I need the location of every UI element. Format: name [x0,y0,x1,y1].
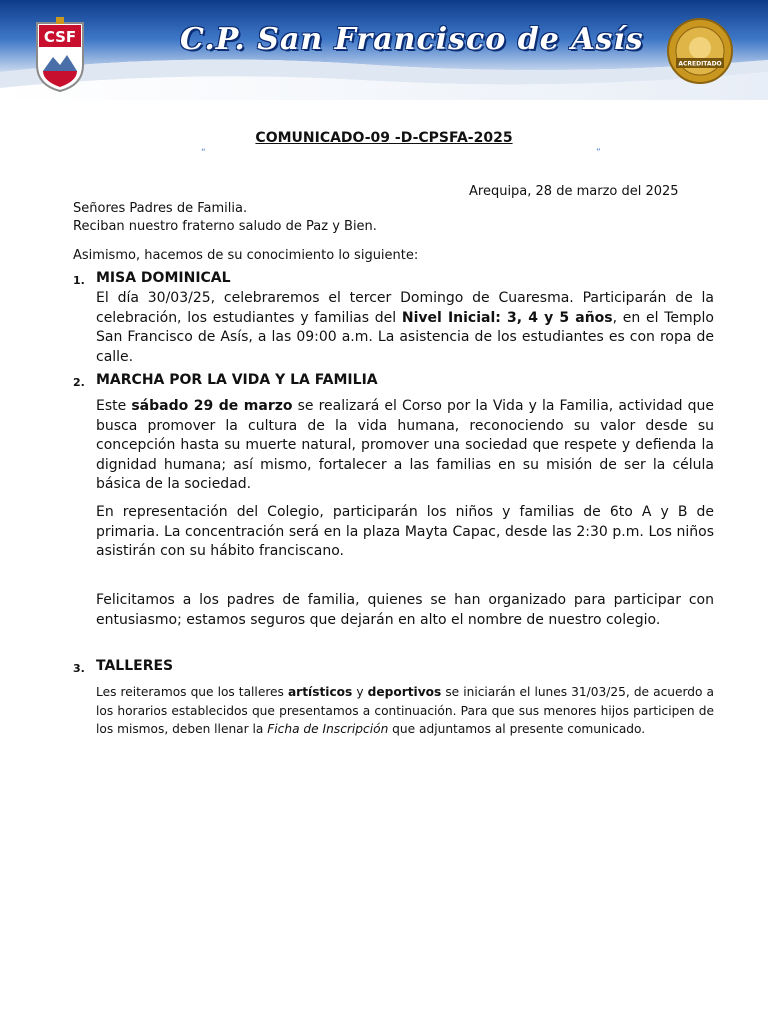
header-banner [0,0,768,100]
item-2-number: 2. [73,376,85,389]
greeting: Reciban nuestro fraterno saludo de Paz y Bien. [73,219,377,234]
seal-text: ACREDITADO [678,60,722,68]
school-name: C.P. San Francisco de Asís [180,22,644,57]
item-2-heading: MARCHA POR LA VIDA Y LA FAMILIA [96,372,378,388]
item-1-heading: MISA DOMINICAL [96,270,231,286]
open-quote-mark: “ [201,148,206,158]
crest-letters: CSF [43,28,77,46]
item-1-paragraph: El día 30/03/25, celebraremos el tercer Domingo de Cuaresma. Participarán de la celebración, los estudiantes y familias del Nivel Inicial: 3, 4 y 5 años, en el Templo San Francisco de Asís, a las 09:00 a.m. La asistencia de los estudiantes es con ropa de calle. [96,290,714,365]
document-date: Arequipa, 28 de marzo del 2025 [469,184,679,199]
item-2-paragraph-2: En representación del Colegio, participarán los niños y familias de 6to A y B de primaria. La concentración será en la plaza Mayta Capac, desde las 2:30 p.m. Los niños asistirán con su hábito franciscano. [96,504,714,559]
item-3-number: 3. [73,662,85,675]
salutation: Señores Padres de Familia. [73,201,248,216]
intro-text: Asimismo, hacemos de su conocimiento lo siguiente: [73,248,419,263]
item-2-paragraph-3: Felicitamos a los padres de familia, quienes se han organizado para participar con entusiasmo; estamos seguros que dejarán en alto el nombre de nuestro colegio. [96,592,714,628]
document-title: COMUNICADO-09 -D-CPSFA-2025 [255,130,513,146]
item-3-paragraph: Les reiteramos que los talleres artísticos y deportivos se iniciarán el lunes 31/03/25, de acuerdo a los horarios establecidos que presentamos a continuación. Para que sus menores hijos participen de los mismos, deben llenar la Ficha de Inscripción que adjuntamos al presente comunicado. [96,685,714,736]
item-2-paragraph-1: Este sábado 29 de marzo se realizará el Corso por la Vida y la Familia, actividad que busca promover la cultura de la vida humana, reconociendo su valor desde su concepción hasta su muerte natural, promover una sociedad que respete y defienda la dignidad humana; así mismo, fortalecer a las familias en su misión de ser la célula básica de la sociedad. [96,398,714,492]
item-1-number: 1. [73,274,85,287]
item-3-heading: TALLERES [96,658,174,674]
close-quote-mark: ” [596,148,601,158]
school-crest-logo [33,15,87,93]
accreditation-seal-logo [661,16,739,86]
